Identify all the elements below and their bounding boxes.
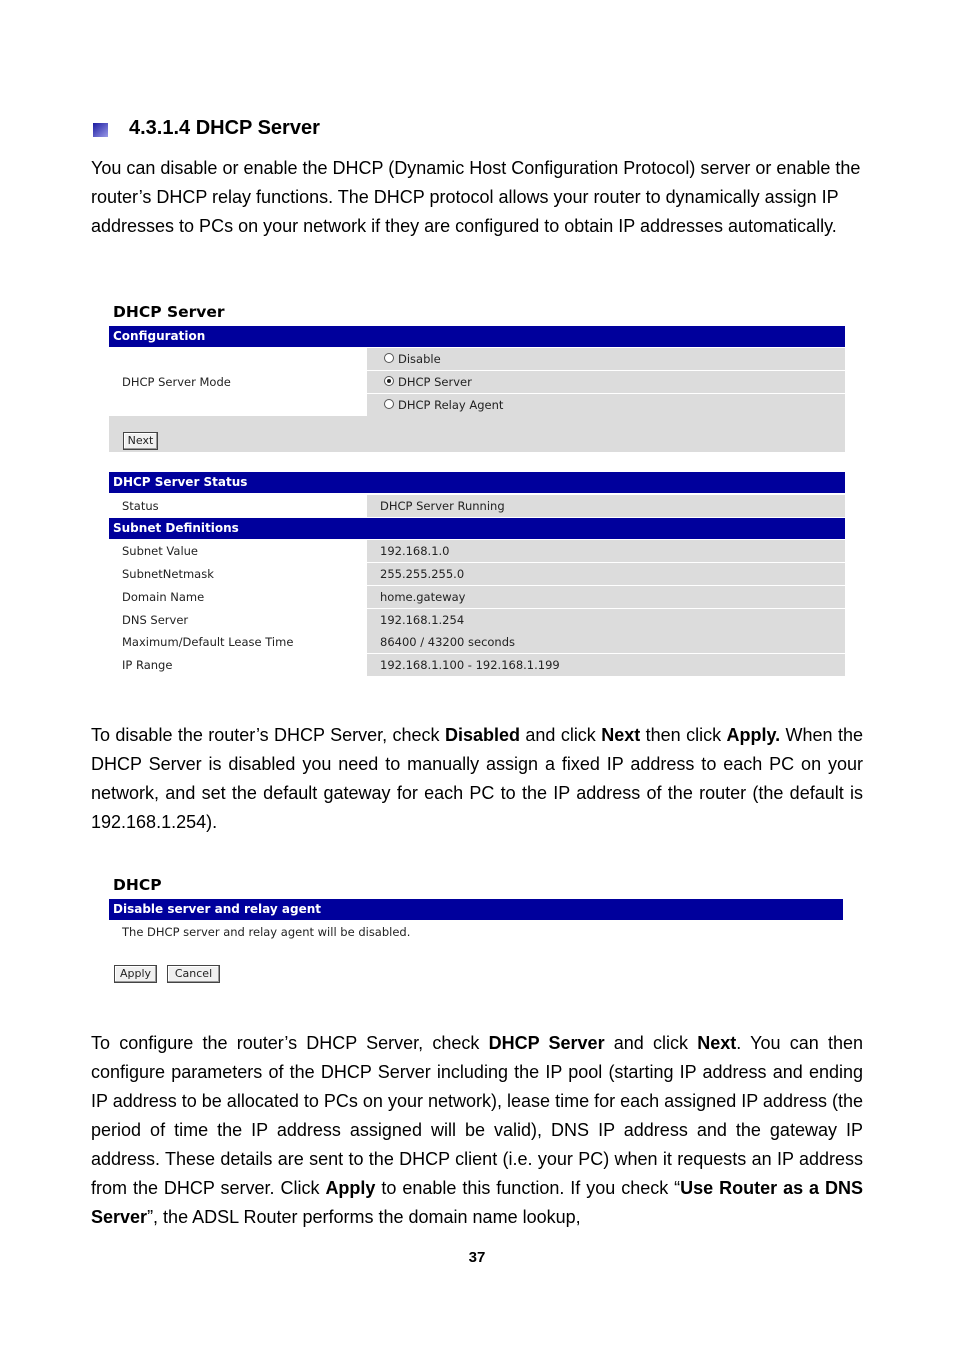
bold-run: Disabled bbox=[444, 725, 520, 745]
subnet-row bbox=[109, 654, 845, 676]
subnet-row-label: DNS Server bbox=[122, 613, 189, 627]
text-run: When the DHCP Server is disabled you need to manually assign a fixed IP address to each PC on your network, and set the default gateway for each PC to the IP address of the router (the default is 192.168.1.254). bbox=[91, 725, 863, 832]
bold-run: Next bbox=[697, 1033, 737, 1053]
dhcp-server-status-bar: DHCP Server Status bbox=[109, 472, 845, 493]
bold-run: Use Router as a DNS Server bbox=[91, 1178, 863, 1227]
dhcp-server-panel-title: DHCP Server bbox=[113, 303, 225, 321]
subnet-row-value: 255.255.255.0 bbox=[367, 563, 845, 585]
option-disable-label: Disable bbox=[398, 352, 441, 366]
radio-dhcp-server[interactable] bbox=[384, 376, 394, 386]
subnet-row bbox=[109, 563, 845, 585]
option-dhcp-relay-agent[interactable] bbox=[367, 394, 845, 416]
section-heading: 4.3.1.4 DHCP Server bbox=[129, 117, 320, 139]
bold-run: DHCP Server bbox=[488, 1033, 605, 1053]
subnet-row bbox=[109, 609, 845, 631]
subnet-row-label: IP Range bbox=[122, 658, 173, 672]
dhcp-server-mode-label: DHCP Server Mode bbox=[122, 375, 231, 389]
option-dhcp-server-label: DHCP Server bbox=[398, 375, 472, 389]
option-dhcp-server[interactable] bbox=[367, 371, 845, 393]
disable-instructions-paragraph bbox=[91, 721, 863, 837]
subnet-row-label: SubnetNetmask bbox=[122, 567, 214, 581]
dhcp-panel-title: DHCP bbox=[113, 876, 162, 894]
subnet-row bbox=[109, 631, 845, 653]
status-row bbox=[109, 495, 845, 517]
subnet-row-label: Domain Name bbox=[122, 590, 205, 604]
bold-run: Apply. bbox=[726, 725, 781, 745]
subnet-row-label: Maximum/Default Lease Time bbox=[122, 635, 294, 649]
status-value: DHCP Server Running bbox=[367, 495, 845, 517]
text-run: and click bbox=[519, 725, 602, 745]
subnet-row-value: 192.168.1.254 bbox=[367, 609, 845, 631]
radio-dhcp-relay-agent[interactable] bbox=[384, 399, 394, 409]
subnet-row-value: home.gateway bbox=[367, 586, 845, 608]
disable-message: The DHCP server and relay agent will be disabled. bbox=[122, 925, 411, 939]
option-dhcp-relay-agent-label: DHCP Relay Agent bbox=[398, 398, 504, 412]
subnet-row-value: 86400 / 43200 seconds bbox=[367, 631, 845, 653]
status-label: Status bbox=[122, 499, 159, 513]
subnet-row-value: 192.168.1.100 - 192.168.1.199 bbox=[367, 654, 845, 676]
text-run: and click bbox=[604, 1033, 698, 1053]
page-number: 37 bbox=[468, 1249, 486, 1266]
option-disable[interactable] bbox=[367, 348, 845, 370]
subnet-row bbox=[109, 586, 845, 608]
next-button[interactable]: Next bbox=[123, 432, 158, 450]
text-run: then click bbox=[640, 725, 727, 745]
disable-server-relay-bar: Disable server and relay agent bbox=[109, 899, 843, 920]
subnet-row-label: Subnet Value bbox=[122, 544, 198, 558]
subnet-row bbox=[109, 540, 845, 562]
text-run: To disable the router’s DHCP Server, check bbox=[91, 725, 445, 745]
text-run: ”, the ADSL Router performs the domain name lookup, bbox=[147, 1207, 581, 1227]
subnet-definitions-bar: Subnet Definitions bbox=[109, 518, 845, 539]
text-run: To configure the router’s DHCP Server, check bbox=[91, 1033, 489, 1053]
intro-paragraph: You can disable or enable the DHCP (Dynamic Host Configuration Protocol) server or enable the router’s DHCP relay functions. The DHCP protocol allows your router to dynamically assign IP addresses to PCs on your network if they are configured to obtain IP addresses automatically. bbox=[91, 158, 861, 236]
radio-disable[interactable] bbox=[384, 353, 394, 363]
next-button-row bbox=[109, 416, 845, 452]
cancel-button[interactable]: Cancel bbox=[167, 965, 220, 983]
text-run: to enable this function. If you check “ bbox=[375, 1178, 681, 1198]
bold-run: Next bbox=[601, 725, 641, 745]
section-bullet-icon bbox=[93, 123, 108, 137]
configuration-bar: Configuration bbox=[109, 326, 845, 347]
configure-instructions-paragraph bbox=[91, 1029, 863, 1232]
bold-run: Apply bbox=[325, 1178, 376, 1198]
apply-button[interactable]: Apply bbox=[114, 965, 157, 983]
subnet-row-value: 192.168.1.0 bbox=[367, 540, 845, 562]
text-run: . You can then configure parameters of the DHCP Server including the IP pool (starting IP address and ending IP address to be allocated to PCs on your network), lease time for each assigned IP address (the period of time the IP address assigned will be valid), DNS IP address and the gateway IP address. These details are sent to the DHCP client (i.e. your PC) when it requests an IP address from the DHCP server. Click bbox=[91, 1033, 863, 1198]
